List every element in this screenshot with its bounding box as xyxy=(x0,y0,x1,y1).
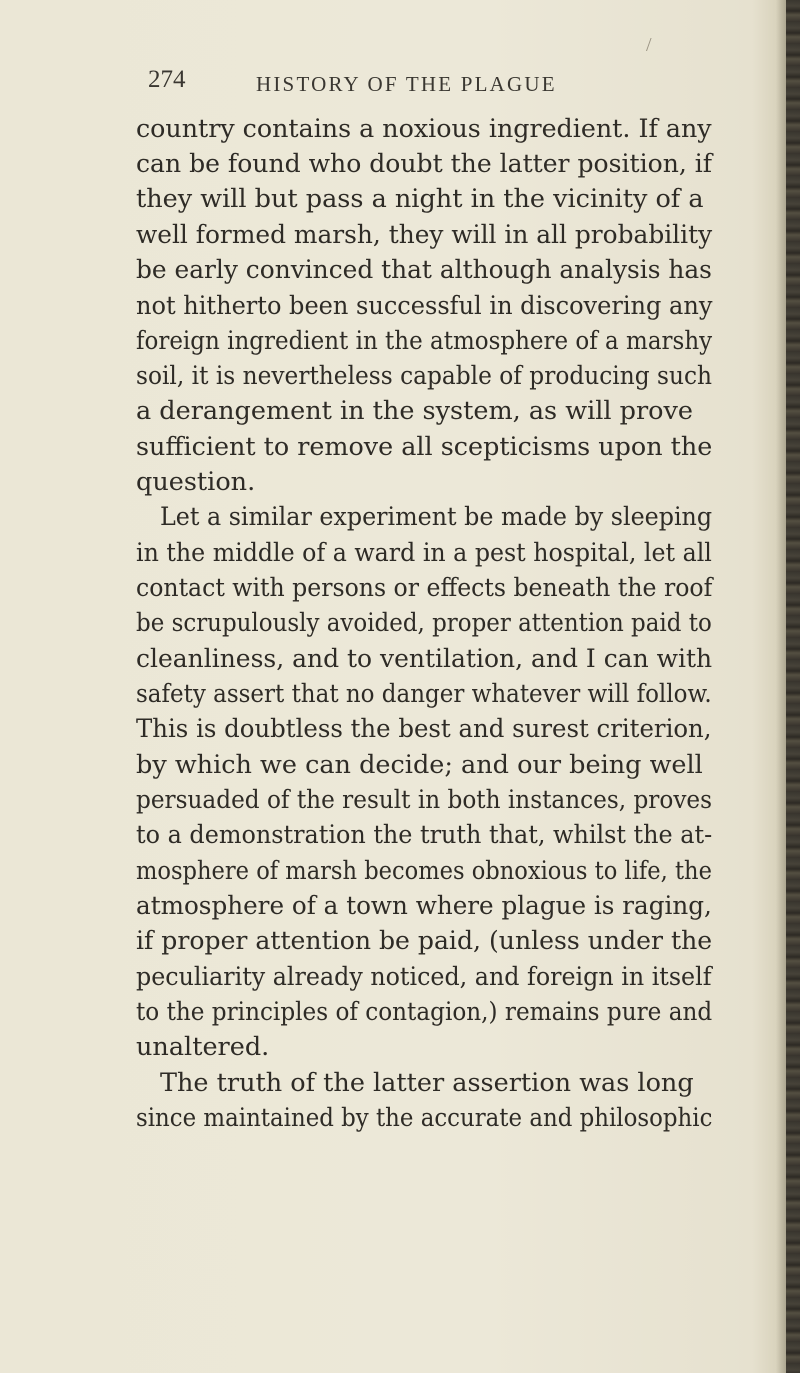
text-line: a derangement in the system, as will prove xyxy=(136,396,694,426)
text-line: cleanliness, and to ventilation, and I can with xyxy=(136,644,713,674)
text-line: sufficient to remove all scepticisms upon the xyxy=(136,432,713,462)
text-line: they will but pass a night in the vicinity of a xyxy=(136,184,704,214)
text-line: This is doubtless the best and surest criterion, xyxy=(136,714,712,744)
paragraph-start-line: Let a similar experiment be made by sleeping xyxy=(160,502,713,532)
text-line: country contains a noxious ingredient. If any xyxy=(136,114,712,144)
text-line: in the middle of a ward in a pest hospital, let all xyxy=(136,538,712,568)
text-line: unaltered. xyxy=(136,1032,270,1062)
paragraph-start-line: The truth of the latter assertion was long xyxy=(160,1068,694,1098)
text-line: peculiarity already noticed, and foreign in itself xyxy=(136,962,712,992)
text-line: if proper attention be paid, (unless under the xyxy=(136,926,713,956)
text-line: persuaded of the result in both instances, proves xyxy=(136,785,713,815)
text-line: to a demonstration the truth that, whilst the at- xyxy=(136,820,713,850)
text-line: not hitherto been successful in discovering any xyxy=(136,291,713,321)
text-line: contact with persons or effects beneath the roof xyxy=(136,573,713,603)
text-line: question. xyxy=(136,467,256,497)
text-line: safety assert that no danger whatever will follow. xyxy=(136,679,712,709)
text-line: foreign ingredient in the atmosphere of a marshy xyxy=(136,326,713,356)
text-line: by which we can decide; and our being well xyxy=(136,750,703,780)
page-number: 274 xyxy=(148,66,186,93)
text-line: well formed marsh, they will in all probability xyxy=(136,220,713,250)
text-line: atmosphere of a town where plague is raging, xyxy=(136,891,712,921)
text-line: mosphere of marsh becomes obnoxious to life, the xyxy=(136,856,712,886)
text-line: can be found who doubt the latter position, if xyxy=(136,149,713,179)
text-line: since maintained by the accurate and philosophic xyxy=(136,1103,713,1133)
text-line: to the principles of contagion,) remains pure and xyxy=(136,997,713,1027)
text-line: be scrupulously avoided, proper attention paid to xyxy=(136,608,712,638)
running-head-title: HISTORY OF THE PLAGUE xyxy=(256,72,557,96)
text-line: be early convinced that although analysis has xyxy=(136,255,712,285)
text-line: soil, it is nevertheless capable of producing such xyxy=(136,361,712,391)
folio-mark: / xyxy=(646,34,652,56)
